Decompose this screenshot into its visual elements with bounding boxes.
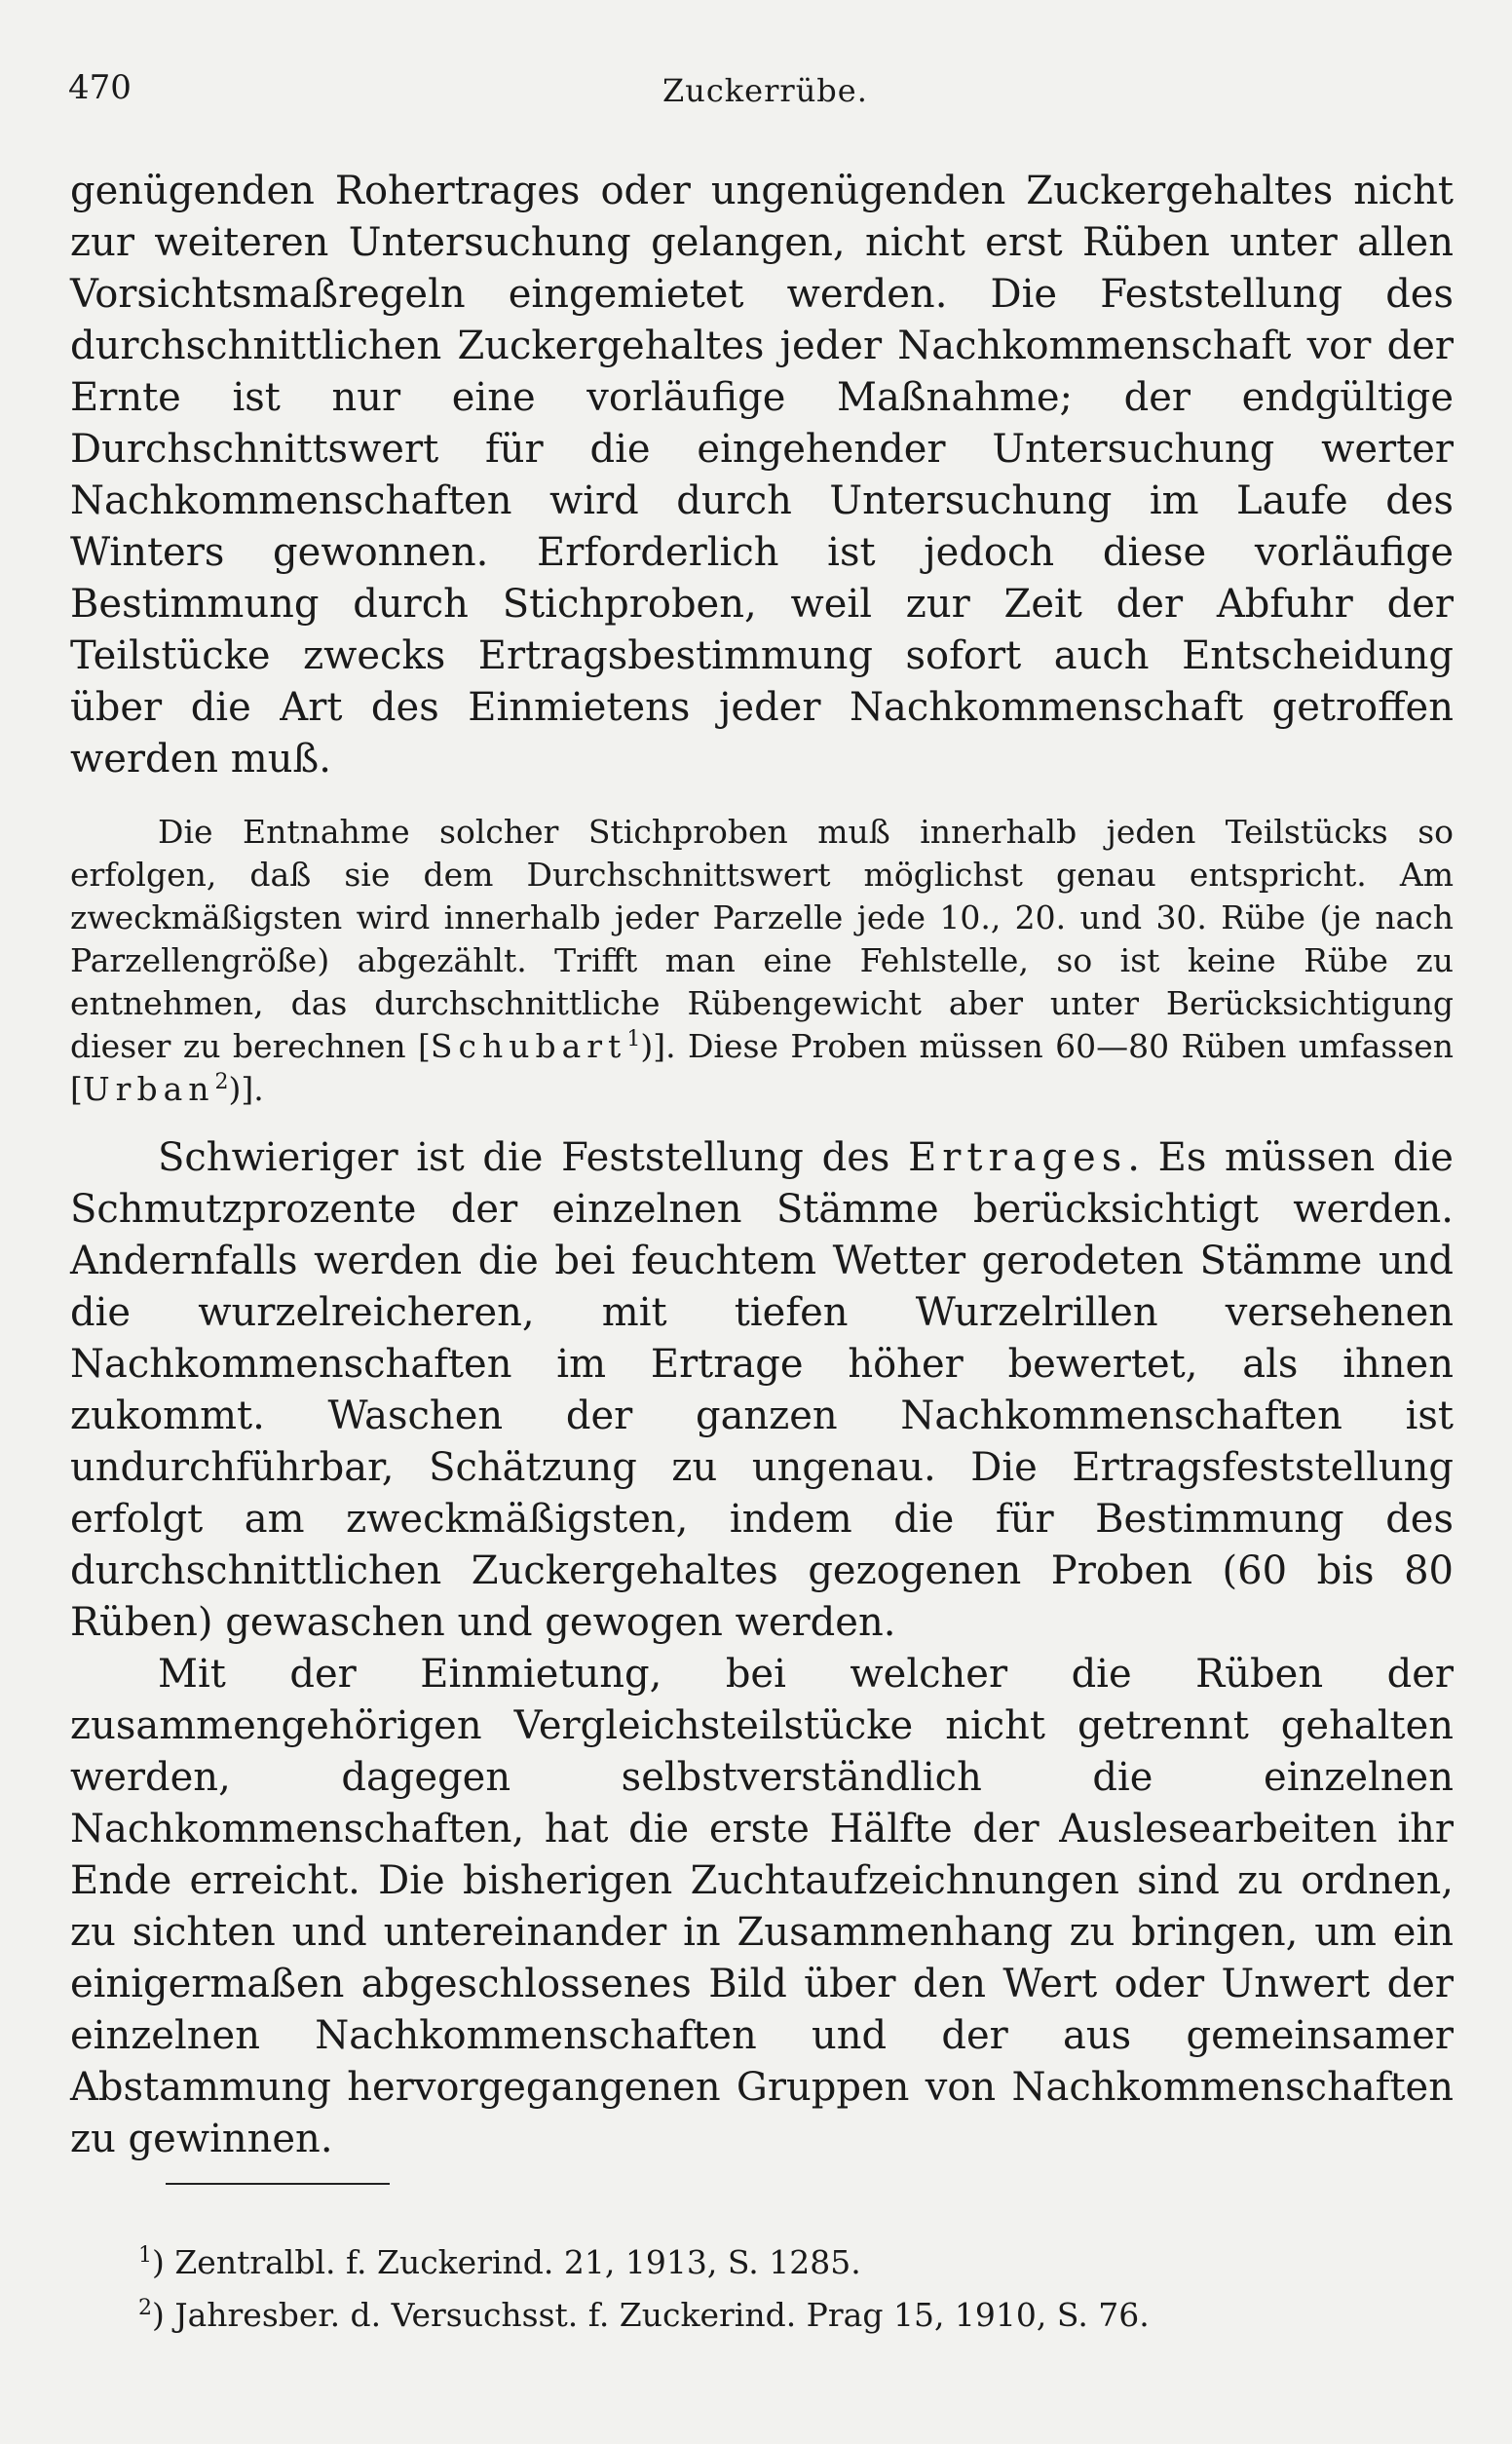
body-text [70,166,1454,2165]
small-print-text-start: Die Entnahme solcher Stichproben muß innerhalb jeden Teilstücks so erfolgen, daß sie dem Durchschnittswert möglichst genau entspricht. Am zweckmäßigsten wird innerhalb jeder Parzelle jede 10., 20. und 30. Rübe (je nach Parzellengröße) abgezählt. Trifft man eine Fehlstelle, so ist keine Rübe zu entnehmen, das durchschnittliche Rübengewicht aber unter Berücksichtigung dieser zu berechnen [ [70,813,1454,1065]
running-title: Zuckerrübe. [662,72,868,109]
small-print-text-end: )]. [228,1070,264,1108]
emphasis-ertrages: Ertrages [908,1135,1128,1180]
book-page [58,58,1454,2397]
footnote-ref-1: 1 [626,1027,641,1051]
paragraph-ertrag-start: Schwieriger ist die Feststellung des [158,1135,909,1180]
page-header [58,58,1454,127]
footnote-ref-2: 2 [214,1070,229,1094]
footnote-1 [138,2236,1405,2289]
footnote-text-2: ) Jahresber. d. Versuchsst. f. Zuckerind. Prag 15, 1910, S. 76. [152,2296,1150,2334]
footnotes [138,2236,1405,2342]
footnote-mark-2: 2 [138,2296,152,2320]
author-citation-urban: Urban [82,1070,215,1108]
footnote-text-1: ) Zentralbl. f. Zuckerind. 21, 1913, S. 1285. [152,2243,861,2281]
page-number: 470 [68,68,132,107]
paragraph-einmietung: Mit der Einmietung, bei welcher die Rüben der zusammengehörigen Vergleichsteilstücke nicht getrennt gehalten werden, dagegen selbstverständlich die einzelnen Nachkommenschaften, hat die erste Hälfte der Auslesearbeiten ihr Ende erreicht. Die bisherigen Zuchtaufzeichnungen sind zu ordnen, zu sichten und untereinander in Zusammenhang zu bringen, um ein einigermaßen abgeschlossenes Bild über den Wert oder Unwert der einzelnen Nachkommenschaften und der aus gemeinsamer Abstammung hervorgegangenen Gruppen von Nachkommenschaften zu gewinnen. [70,1652,1454,2161]
footnote-divider [166,2183,390,2185]
paragraph-small-print [70,811,1454,1111]
author-citation-schubart: Schubart [430,1027,627,1065]
small-print-text-middle: )]. Diese Proben müssen 60—80 Rüben umfassen [ [70,1027,1454,1108]
paragraph-ertrag [70,1132,1454,1649]
footnote-mark-1: 1 [138,2243,152,2268]
footnote-2 [138,2289,1405,2342]
paragraph-ertrag-rest: . Es müssen die Schmutzprozente der einzelnen Stämme berücksichtigt werden. Andernfalls werden die bei feuchtem Wetter gerodeten Stämme und die wurzelreicheren, mit tiefen Wurzelrillen versehenen Nachkommenschaften im Ertrage höher bewertet, als ihnen zukommt. Waschen der ganzen Nachkommenschaften ist undurchführbar, Schätzung zu ungenau. Die Ertragsfeststellung erfolgt am zweckmäßigsten, indem die für Bestimmung des durchschnittlichen Zuckergehaltes gezogenen Proben (60 bis 80 Rüben) gewaschen und gewogen werden. [70,1135,1454,1645]
paragraph-continued: genügenden Rohertrages oder ungenügenden Zuckergehaltes nicht zur weiteren Untersuchung gelangen, nicht erst Rüben unter allen Vorsichtsmaßregeln eingemietet werden. Die Feststellung des durchschnittlichen Zuckergehaltes jeder Nachkommenschaft vor der Ernte ist nur eine vorläufige Maßnahme; der endgültige Durchschnittswert für die eingehender Untersuchung werter Nachkommenschaften wird durch Untersuchung im Laufe des Winters gewonnen. Erforderlich ist jedoch diese vorläufige Bestimmung durch Stichproben, weil zur Zeit der Abfuhr der Teilstücke zwecks Ertragsbestimmung sofort auch Entscheidung über die Art des Einmietens jeder Nachkommenschaft getroffen werden muß. [70,169,1454,782]
